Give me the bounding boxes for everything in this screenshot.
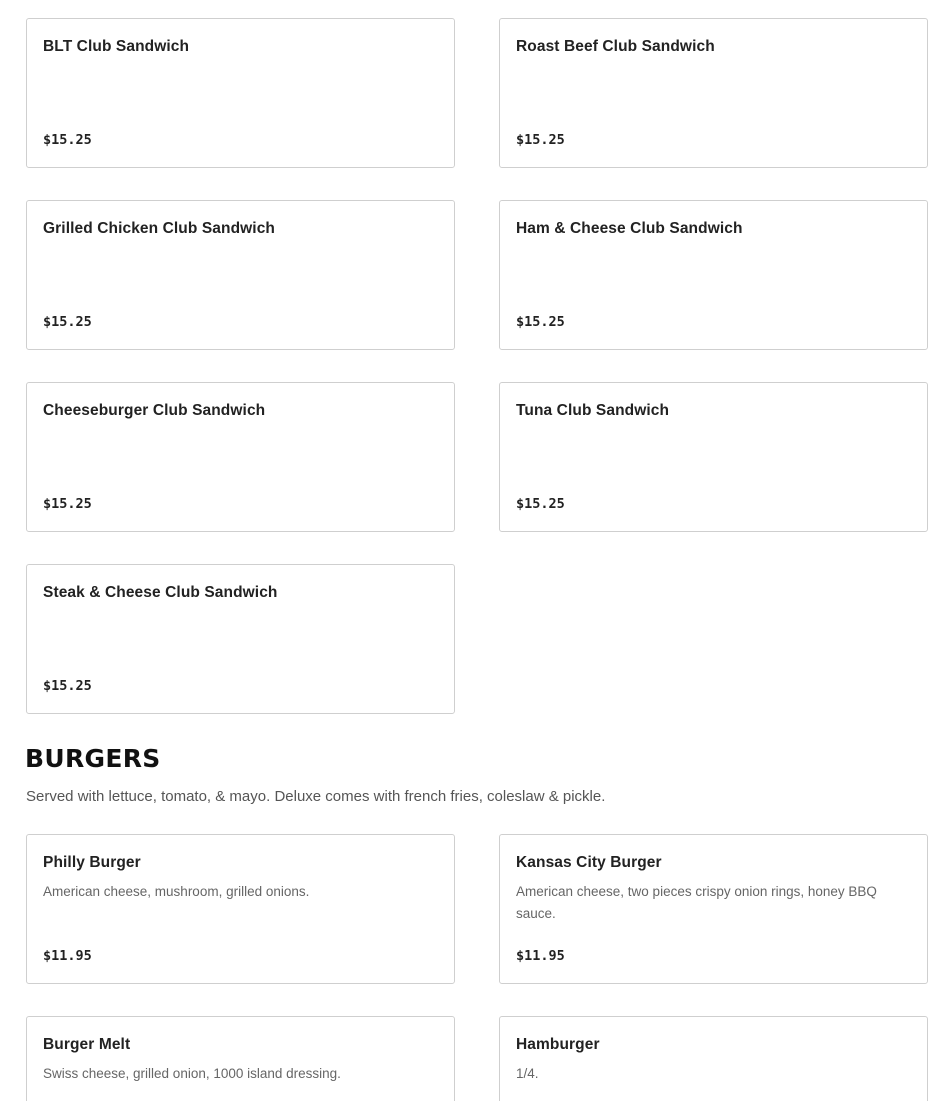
menu-item-card[interactable] [26, 200, 455, 350]
menu-item-name: Philly Burger [43, 854, 141, 871]
menu-item-price: $15.25 [43, 132, 92, 148]
menu-item-name: BLT Club Sandwich [43, 38, 190, 55]
menu-item-name: Roast Beef Club Sandwich [516, 38, 715, 55]
menu-item-name: Burger Melt [43, 1036, 131, 1053]
menu-item-price: $15.25 [43, 678, 92, 694]
club-sandwich-grid [26, 18, 928, 714]
menu-item-card[interactable] [499, 382, 928, 532]
menu-item-card[interactable] [26, 1016, 455, 1101]
menu-item-description: 1/4. [516, 1066, 539, 1081]
menu-item-description: Swiss cheese, grilled onion, 1000 island dressing. [43, 1066, 341, 1081]
menu-item-name: Hamburger [516, 1036, 600, 1053]
menu-item-price: $11.95 [516, 948, 565, 964]
menu-item-card[interactable] [26, 834, 455, 984]
menu-item-description: American cheese, two pieces crispy onion rings, honey BBQ sauce. [516, 884, 877, 921]
menu-item-price: $15.25 [516, 314, 565, 330]
menu-item-price: $15.25 [516, 496, 565, 512]
section-description: Served with lettuce, tomato, & mayo. Deluxe comes with french fries, coleslaw & pickle. [26, 788, 606, 805]
menu-item-card[interactable] [499, 18, 928, 168]
menu-item-name: Grilled Chicken Club Sandwich [43, 220, 275, 237]
menu-item-description: American cheese, mushroom, grilled onions. [43, 884, 310, 899]
menu-item-card[interactable] [499, 1016, 928, 1101]
menu-item-card[interactable] [26, 382, 455, 532]
menu-item-name: Cheeseburger Club Sandwich [43, 402, 266, 419]
section-title: BURGERS [25, 744, 161, 773]
menu-item-price: $15.25 [43, 314, 92, 330]
menu-item-name: Steak & Cheese Club Sandwich [43, 584, 278, 601]
menu-item-name: Tuna Club Sandwich [516, 402, 670, 419]
menu-item-card[interactable] [499, 200, 928, 350]
menu-item-price: $15.25 [516, 132, 565, 148]
menu-item-price: $11.95 [43, 948, 92, 964]
menu-item-name: Kansas City Burger [516, 854, 662, 871]
menu-item-card[interactable] [26, 564, 455, 714]
menu-item-name: Ham & Cheese Club Sandwich [516, 220, 743, 237]
menu-item-card[interactable] [26, 18, 455, 168]
menu-item-card[interactable] [499, 834, 928, 984]
burger-grid [26, 834, 928, 1101]
menu-item-price: $15.25 [43, 496, 92, 512]
